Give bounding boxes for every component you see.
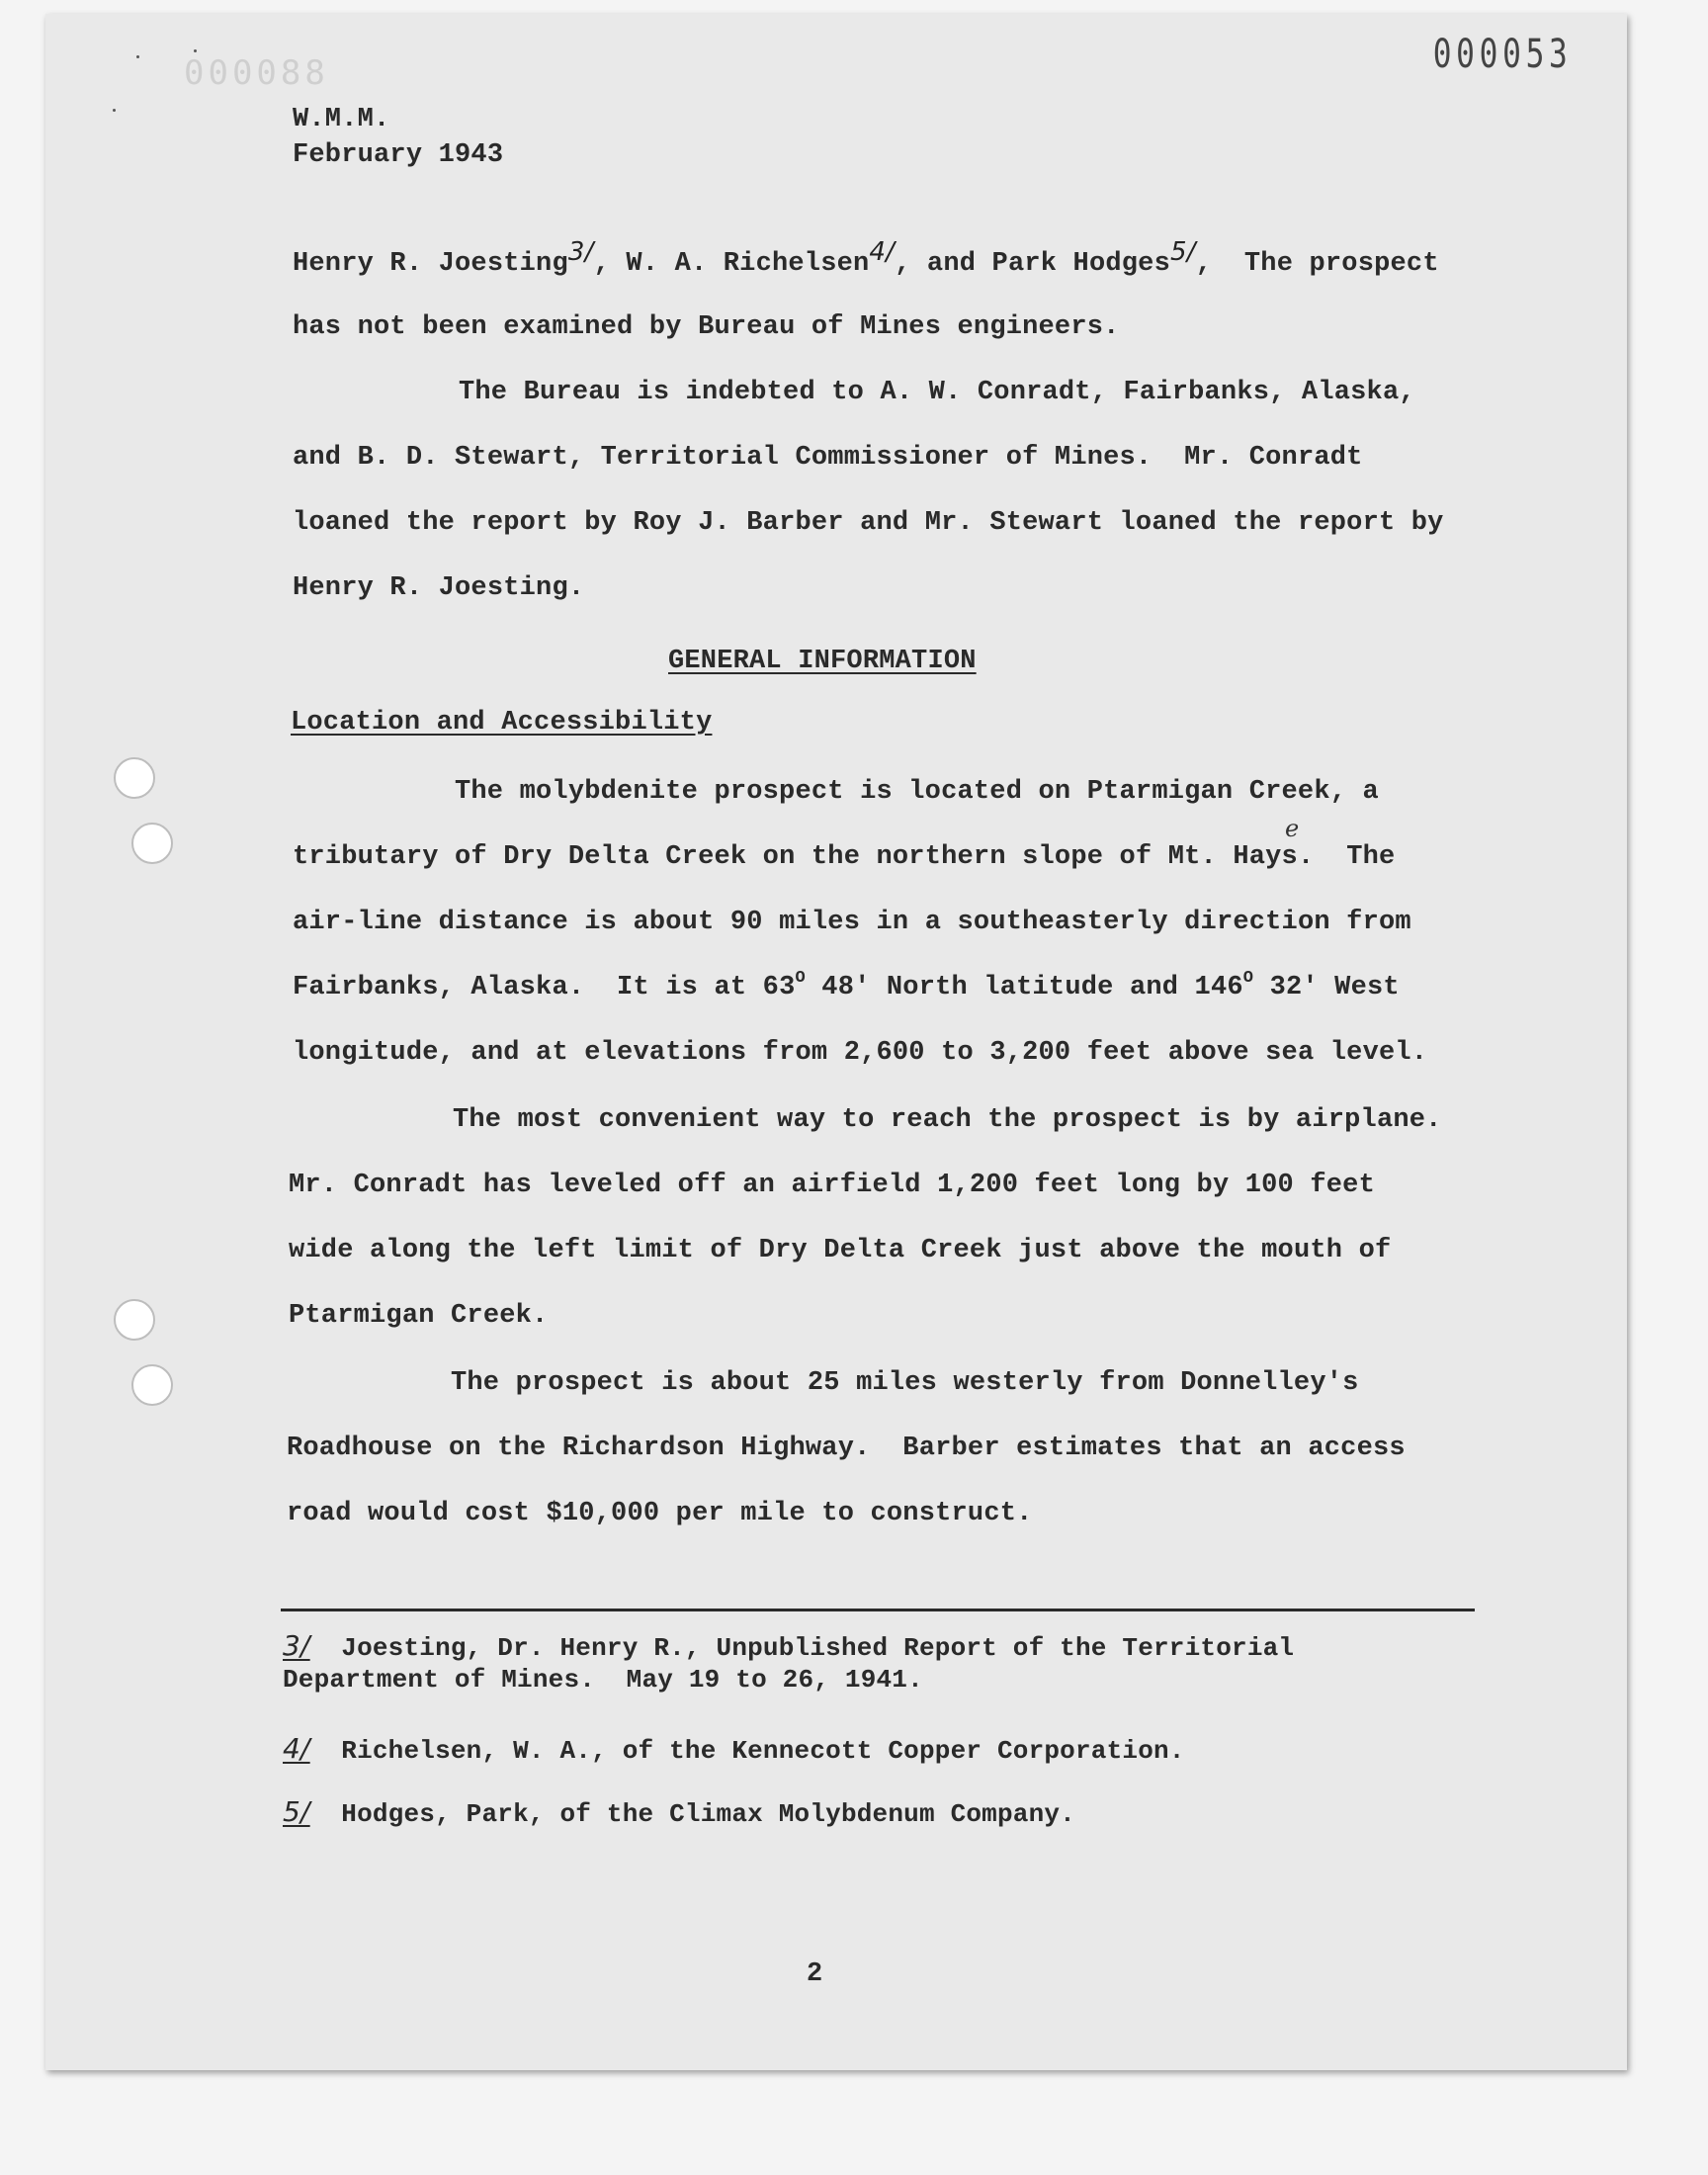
location-p1-line-4	[293, 969, 1400, 1002]
location-p2-line-2: Mr. Conradt has leveled off an airfield 1,200 feet long by 100 feet	[289, 1171, 1375, 1200]
punch-hole	[131, 823, 173, 864]
intro-line-3: The Bureau is indebted to A. W. Conradt, Fairbanks, Alaska,	[459, 378, 1415, 407]
degree-mark: O	[1242, 969, 1254, 988]
location-p2-line-4: Ptarmigan Creek.	[289, 1301, 549, 1331]
intro-line-2: has not been examined by Bureau of Mines engineers.	[293, 312, 1120, 342]
footnote-5	[283, 1795, 1075, 1829]
page-id-stamp: 000053	[1432, 32, 1572, 77]
footnote-ref-5: 5/	[1169, 237, 1196, 267]
intro-text: , W. A. Richelsen	[593, 249, 870, 279]
handwritten-correction: e	[1285, 815, 1300, 842]
location-p2-line-1: The most convenient way to reach the prospect is by airplane.	[453, 1105, 1442, 1135]
degree-mark: O	[795, 969, 806, 988]
footnote-ref-4: 4/	[869, 237, 896, 267]
footnote-mark: 5/	[283, 1795, 310, 1828]
footnote-mark: 4/	[283, 1732, 310, 1765]
location-p3-line-1: The prospect is about 25 miles westerly from Donnelley's	[451, 1368, 1359, 1398]
footnote-3-line-1	[283, 1629, 1294, 1663]
memo-date: February 1943	[293, 140, 504, 170]
location-text: The	[1346, 842, 1396, 872]
speck	[136, 55, 139, 58]
location-p3-line-2: Roadhouse on the Richardson Highway. Barber estimates that an access	[287, 1434, 1406, 1463]
intro-line-1	[293, 237, 1439, 279]
intro-text: Henry R. Joesting	[293, 249, 568, 279]
footnote-text: Richelsen, W. A., of the Kennecott Copper Corporation.	[341, 1736, 1185, 1766]
location-text: 32' West	[1253, 973, 1400, 1002]
location-p1-line-5: longitude, and at elevations from 2,600 to 3,200 feet above sea level.	[293, 1038, 1428, 1068]
faint-stamp: 000088	[184, 53, 329, 93]
punch-hole	[114, 1299, 155, 1341]
intro-line-4: and B. D. Stewart, Territorial Commissioner of Mines. Mr. Conradt	[293, 443, 1363, 473]
section-heading: GENERAL INFORMATION	[668, 647, 977, 676]
page-number: 2	[807, 1959, 823, 1989]
subsection-heading: Location and Accessibility	[291, 708, 713, 738]
intro-text: , The prospect	[1195, 249, 1439, 279]
footnote-3-line-2: Department of Mines. May 19 to 26, 1941.	[283, 1665, 923, 1695]
footnote-text: Joesting, Dr. Henry R., Unpublished Report of the Territorial	[341, 1633, 1295, 1663]
location-text: tributary of Dry Delta Creek on the northern slope of Mt. Hays.	[293, 842, 1315, 872]
speck	[194, 49, 197, 52]
footnote-mark: 3/	[283, 1629, 310, 1662]
footnote-separator	[281, 1609, 1475, 1611]
footnote-4	[283, 1732, 1185, 1766]
location-text: 48' North latitude and 146	[805, 973, 1243, 1002]
intro-line-6: Henry R. Joesting.	[293, 573, 585, 603]
location-p1-line-1: The molybdenite prospect is located on Ptarmigan Creek, a	[455, 777, 1379, 807]
document-page	[45, 14, 1627, 2070]
intro-line-5: loaned the report by Roy J. Barber and Mr. Stewart loaned the report by	[293, 508, 1444, 538]
location-p1-line-2	[293, 842, 1395, 872]
location-p2-line-3: wide along the left limit of Dry Delta Creek just above the mouth of	[289, 1236, 1392, 1265]
speck	[113, 109, 116, 112]
footnote-text: Hodges, Park, of the Climax Molybdenum Company.	[341, 1799, 1075, 1829]
footnote-ref-3: 3/	[567, 237, 594, 267]
location-p1-line-3: air-line distance is about 90 miles in a southeasterly direction from	[293, 908, 1411, 937]
author-initials: W.M.M.	[293, 105, 390, 134]
intro-text: , and Park Hodges	[895, 249, 1170, 279]
punch-hole	[131, 1364, 173, 1406]
location-text: Fairbanks, Alaska. It is at 63	[293, 973, 796, 1002]
punch-hole	[114, 757, 155, 799]
location-p3-line-3: road would cost $10,000 per mile to construct.	[287, 1499, 1033, 1528]
